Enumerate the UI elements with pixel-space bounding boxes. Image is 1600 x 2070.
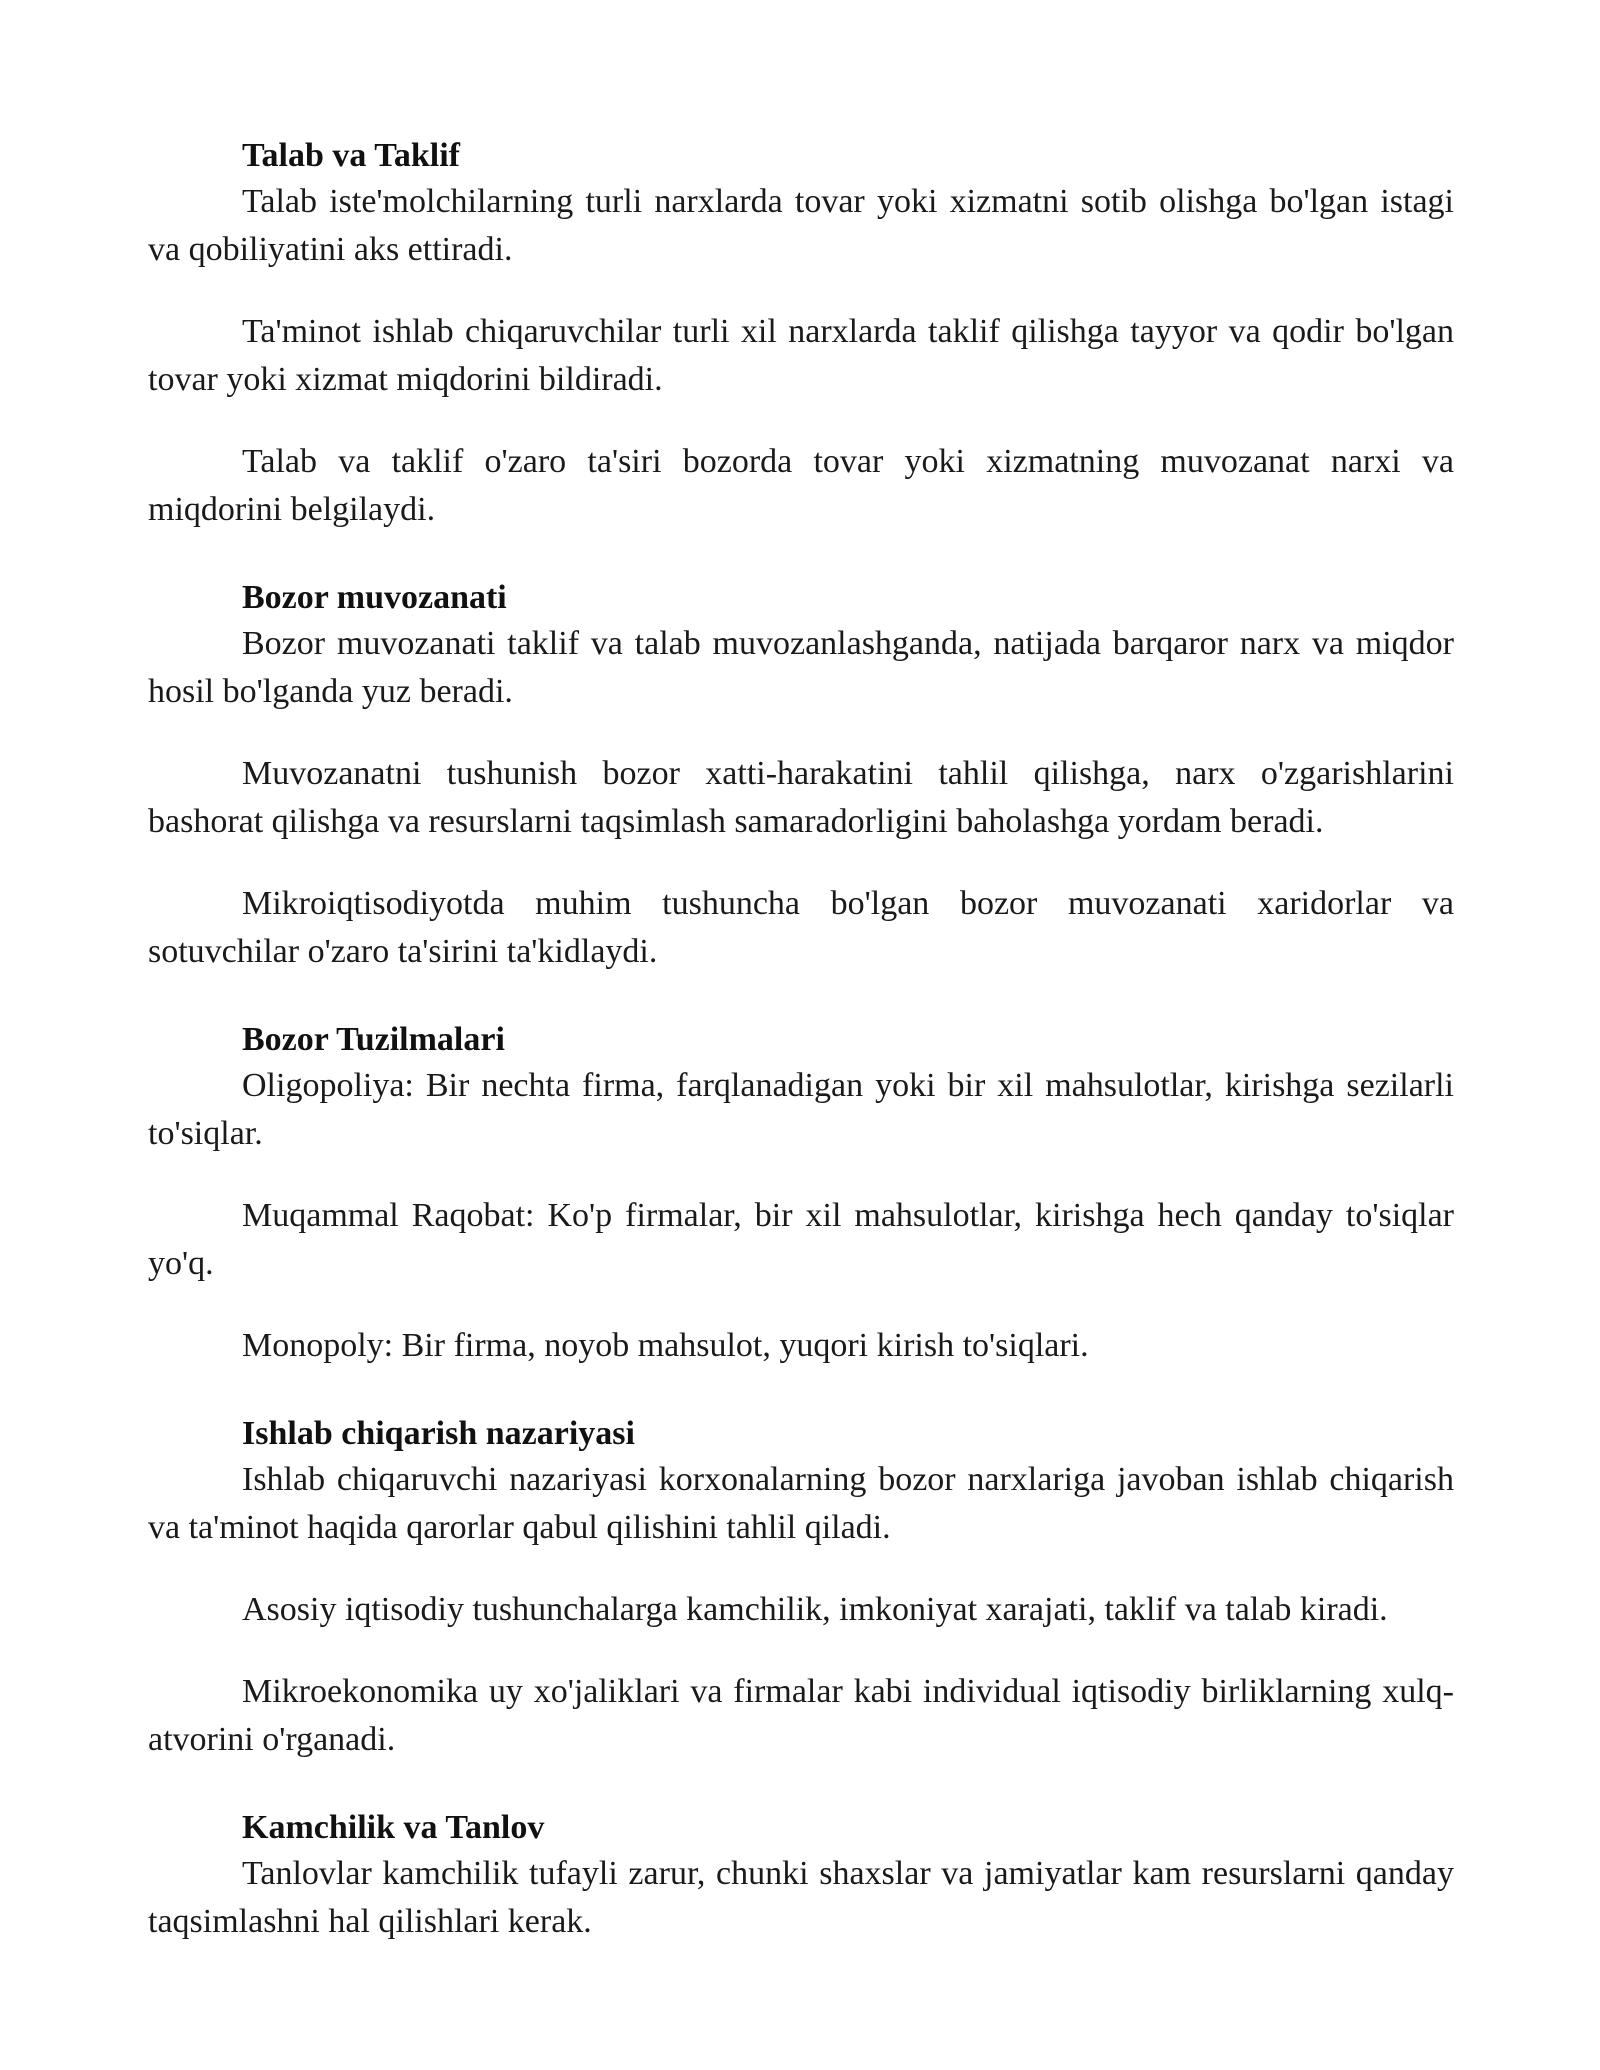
paragraph: Talab va taklif o'zaro ta'siri bozorda tovar yoki xizmatning muvozanat narxi va miqdorini belgilaydi. bbox=[148, 443, 1454, 528]
paragraph: Asosiy iqtisodiy tushunchalarga kamchilik, imkoniyat xarajati, taklif va talab kiradi. bbox=[242, 1591, 1388, 1628]
paragraph: Bozor muvozanati taklif va talab muvozanlashganda, natijada barqaror narx va miqdor hosil bo'lganda yuz beradi. bbox=[148, 625, 1454, 710]
section-ishlab-chiqarish-nazariyasi bbox=[148, 1412, 1454, 1764]
paragraph: Ishlab chiqaruvchi nazariyasi korxonalarning bozor narxlariga javoban ishlab chiqarish va ta'minot haqida qarorlar qabul qilishini tahlil qiladi. bbox=[148, 1461, 1454, 1546]
paragraph: Muqammal Raqobat: Ko'p firmalar, bir xil mahsulotlar, kirishga hech qanday to'siqlar yo'q. bbox=[148, 1197, 1454, 1282]
section-bozor-muvozanati bbox=[148, 576, 1454, 976]
paragraph: Mikroekonomika uy xo'jaliklari va firmalar kabi individual iqtisodiy birliklarning xulq-atvorini o'rganadi. bbox=[148, 1673, 1454, 1758]
section-heading: Kamchilik va Tanlov bbox=[242, 1809, 545, 1846]
paragraph: Mikroiqtisodiyotda muhim tushuncha bo'lgan bozor muvozanati xaridorlar va sotuvchilar o'zaro ta'sirini ta'kidlaydi. bbox=[148, 885, 1454, 970]
section-heading: Ishlab chiqarish nazariyasi bbox=[242, 1415, 635, 1452]
document-page bbox=[148, 134, 1454, 1988]
section-heading: Bozor muvozanati bbox=[242, 579, 507, 616]
paragraph: Monopoly: Bir firma, noyob mahsulot, yuqori kirish to'siqlari. bbox=[242, 1327, 1089, 1364]
paragraph: Talab iste'molchilarning turli narxlarda tovar yoki xizmatni sotib olishga bo'lgan istagi va qobiliyatini aks ettiradi. bbox=[148, 183, 1454, 268]
paragraph: Oligopoliya: Bir nechta firma, farqlanadigan yoki bir xil mahsulotlar, kirishga sezilarli to'siqlar. bbox=[148, 1067, 1454, 1152]
section-bozor-tuzilmalari bbox=[148, 1018, 1454, 1370]
section-heading: Talab va Taklif bbox=[242, 137, 460, 174]
section-kamchilik-va-tanlov bbox=[148, 1806, 1454, 1946]
paragraph: Muvozanatni tushunish bozor xatti-harakatini tahlil qilishga, narx o'zgarishlarini bashorat qilishga va resurslarni taqsimlash samaradorligini baholashga yordam beradi. bbox=[148, 755, 1454, 840]
paragraph: Tanlovlar kamchilik tufayli zarur, chunki shaxslar va jamiyatlar kam resurslarni qanday taqsimlashni hal qilishlari kerak. bbox=[148, 1855, 1454, 1940]
section-heading: Bozor Tuzilmalari bbox=[242, 1021, 505, 1058]
paragraph: Ta'minot ishlab chiqaruvchilar turli xil narxlarda taklif qilishga tayyor va qodir bo'lgan tovar yoki xizmat miqdorini bildiradi. bbox=[148, 313, 1454, 398]
section-talab-va-taklif bbox=[148, 134, 1454, 534]
